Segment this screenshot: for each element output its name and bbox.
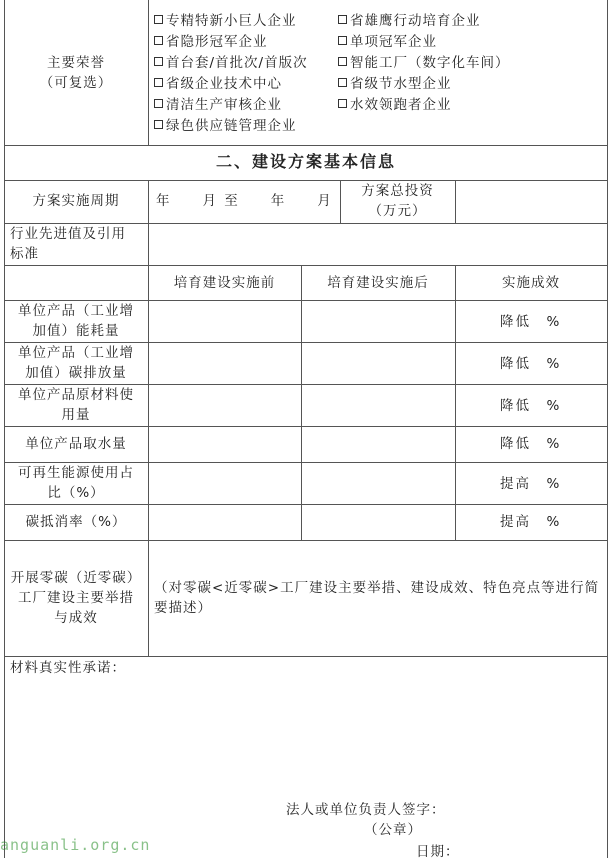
metric-label: 单位产品取水量 — [25, 436, 127, 452]
seal-label: （公章） — [364, 822, 422, 838]
rule — [4, 426, 608, 427]
checkbox[interactable] — [154, 120, 163, 129]
rule — [4, 504, 608, 505]
metric-effect[interactable]: 降低 % — [500, 356, 562, 372]
honor-option[interactable]: 智能工厂（数字化车间） — [338, 53, 510, 73]
metric-effect[interactable]: 降低 % — [500, 398, 562, 414]
checkbox[interactable] — [154, 57, 163, 66]
zero-carbon-description[interactable]: （对零碳<近零碳>工厂建设主要举措、建设成效、特色亮点等进行简要描述） — [154, 580, 600, 616]
checkbox[interactable] — [154, 78, 163, 87]
metric-label: 可再生能源使用占 比（%） — [18, 465, 134, 501]
honor-option-list-left — [154, 11, 308, 136]
checkbox[interactable] — [338, 78, 347, 87]
investment-field[interactable] — [458, 186, 606, 218]
period-label: 方案实施周期 — [32, 193, 120, 209]
rule — [4, 656, 608, 657]
zero-carbon-label: 开展零碳（近零碳） 工厂建设主要举措 与成效 — [10, 570, 142, 626]
metric-effect[interactable]: 降低 % — [500, 436, 562, 452]
industry-field[interactable] — [152, 228, 604, 260]
metric-label: 碳抵消率（%） — [25, 514, 127, 530]
honor-option[interactable]: 绿色供应链管理企业 — [154, 116, 308, 136]
commitment-label: 材料真实性承诺： — [10, 660, 126, 676]
honor-option[interactable]: 水效领跑者企业 — [338, 95, 510, 115]
column-header-effect: 实施成效 — [502, 275, 560, 291]
period-field[interactable]: 年 月 至 年 月 — [156, 193, 333, 209]
metric-effect[interactable]: 提高 % — [500, 514, 562, 530]
checkbox[interactable] — [338, 99, 347, 108]
signer-label: 法人或单位负责人签字： — [286, 802, 446, 818]
honor-option-list-right — [338, 11, 510, 115]
rule — [148, 180, 149, 656]
section-title: 二、建设方案基本信息 — [215, 152, 396, 171]
rule — [455, 180, 456, 223]
checkbox[interactable] — [338, 36, 347, 45]
honor-option[interactable]: 专精特新小巨人企业 — [154, 11, 308, 31]
watermark: anguanli.org.cn — [0, 836, 151, 854]
checkbox[interactable] — [154, 99, 163, 108]
rule — [4, 540, 608, 541]
honor-option[interactable]: 单项冠军企业 — [338, 32, 510, 52]
checkbox[interactable] — [338, 57, 347, 66]
table-border-right — [607, 0, 608, 858]
table-border-left — [4, 0, 5, 858]
honor-option[interactable]: 省雄鹰行动培育企业 — [338, 11, 510, 31]
honor-option[interactable]: 省级节水型企业 — [338, 74, 510, 94]
industry-label: 行业先进值及引用 标准 — [10, 226, 126, 262]
rule — [4, 145, 608, 146]
checkbox[interactable] — [154, 15, 163, 24]
metric-effect[interactable]: 提高 % — [500, 476, 562, 492]
rule — [148, 0, 149, 145]
honor-option[interactable]: 清洁生产审核企业 — [154, 95, 308, 115]
rule — [4, 265, 608, 266]
investment-label: 方案总投资 （万元） — [361, 183, 434, 219]
column-header-after: 培育建设实施后 — [327, 275, 429, 291]
rule — [4, 180, 608, 181]
checkbox[interactable] — [338, 15, 347, 24]
honor-option[interactable]: 省级企业技术中心 — [154, 74, 308, 94]
rule — [455, 265, 456, 540]
honor-option[interactable]: 首台套/首批次/首版次 — [154, 53, 308, 73]
column-header-before: 培育建设实施前 — [173, 275, 276, 291]
metric-effect[interactable]: 降低 % — [500, 314, 562, 330]
date-label: 日期： — [416, 844, 460, 860]
honors-label: 主要荣誉 （可复选） — [39, 55, 113, 91]
metric-label: 单位产品（工业增 加值）能耗量 — [18, 303, 134, 339]
metric-label: 单位产品（工业增 加值）碳排放量 — [18, 345, 134, 381]
checkbox[interactable] — [154, 36, 163, 45]
honor-option[interactable]: 省隐形冠军企业 — [154, 32, 308, 52]
rule — [301, 265, 302, 540]
metric-label: 单位产品原材料使 用量 — [18, 387, 134, 423]
